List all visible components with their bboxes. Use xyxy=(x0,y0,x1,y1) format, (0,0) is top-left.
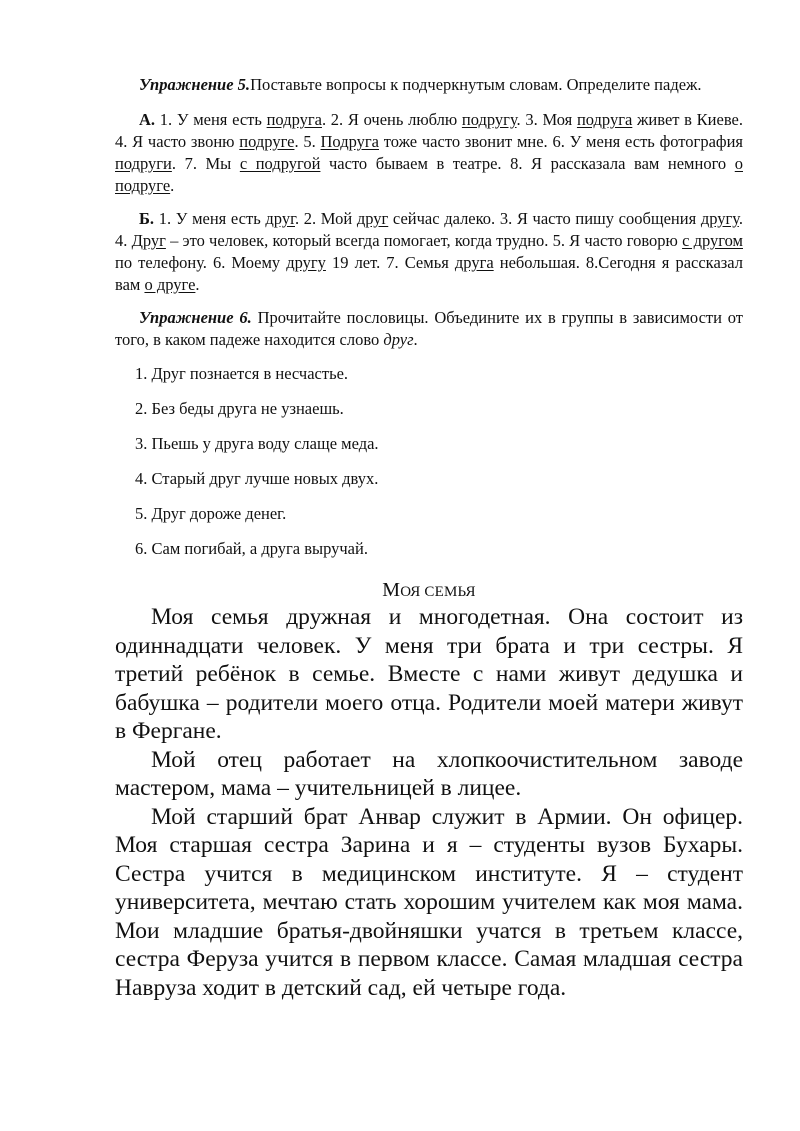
underlined-word: друга xyxy=(454,253,494,272)
underlined-word: другу xyxy=(700,209,739,228)
sentence-text: . 2. Я очень люблю xyxy=(321,110,462,129)
exercise-5-part-b xyxy=(115,208,743,296)
sentence-text: часто бываем в театре. 8. Я рассказала вам немного xyxy=(320,154,735,173)
sentence-text: . 2. Мой xyxy=(294,209,357,228)
sentence-text: 1. У меня есть xyxy=(154,209,266,228)
underlined-word: подруге xyxy=(239,132,295,151)
sentence-text: тоже часто звонит мне. 6. У меня есть фотография xyxy=(378,132,744,151)
exercise-6-text: Прочитайте пословицы. Объедините их в группы в зависимости от того, в каком падеже находится слово xyxy=(115,308,743,349)
sentence-text: . 4. xyxy=(115,209,743,250)
story-title: МОЯ СЕМЬЯ xyxy=(382,579,476,601)
exercise-6-instruction: Упражнение 6. Прочитайте пословицы. Объедините их в группы в зависимости от того, в каком падеже находится слово друг. xyxy=(115,308,743,349)
story-paragraph: Моя семья дружная и многодетная. Она состоит из одиннадцати человек. У меня три брата и три сестры. Я третий ребёнок в семье. Вместе с нами живут дедушка и бабушка – родители моего отца. Родители моей матери живут в Фергане. xyxy=(115,604,743,744)
underlined-word: друг xyxy=(356,209,389,228)
underlined-word: друг xyxy=(265,209,295,228)
proverb-item: 5. Друг дороже денег. xyxy=(135,504,287,523)
story-paragraph: Мой старший брат Анвар служит в Армии. Он офицер. Моя старшая сестра Зарина и я – студенты вузов Бухары. Сестра учится в медицинском институте. Я – студент университета, мечтаю стать хорошим учителем как моя мама. Мои младшие братья-двойняшки учатся в третьем классе, сестра Феруза учится в первом классе. Самая младшая сестра Навруза ходит в детский сад, ей четыре года. xyxy=(115,803,743,1001)
underlined-word: другу xyxy=(286,253,326,272)
underlined-word: Подруга xyxy=(320,132,379,151)
sentence-text: по телефону. 6. Моему xyxy=(115,253,287,272)
proverb-item: 2. Без беды друга не узнаешь. xyxy=(135,399,344,418)
exercise-5-text: Поставьте вопросы к подчеркнутым словам. Определите падеж. xyxy=(250,75,702,94)
part-a-label: А. xyxy=(139,110,156,129)
underlined-word: с подругой xyxy=(239,154,321,173)
sentence-text: . xyxy=(195,275,200,294)
exercise-6-keyword: друг xyxy=(383,330,414,349)
sentence-text: сейчас далеко. 3. Я часто пишу сообщения xyxy=(388,209,701,228)
sentence-text: . 7. Мы xyxy=(171,154,240,173)
sentence-text: 1. У меня есть xyxy=(155,110,267,129)
exercise-5-instruction xyxy=(115,74,743,96)
document-page xyxy=(115,74,743,1002)
sentence-text: небольшая. 8.Сегодня я рассказал вам xyxy=(115,253,743,294)
exercise-6-title: Упражнение 6. xyxy=(139,308,252,327)
exercise-5-title: Упражнение 5. xyxy=(139,75,251,94)
story-body xyxy=(115,603,743,1002)
proverb-item: 1. Друг познается в несчастье. xyxy=(135,364,349,383)
underlined-word: с другом xyxy=(682,231,743,250)
proverb-item: 4. Старый друг лучше новых двух. xyxy=(135,469,379,488)
sentence-text: . 3. Моя xyxy=(516,110,577,129)
underlined-word: подругу xyxy=(461,110,517,129)
sentence-text: живет в Киеве. 4. Я часто звоню xyxy=(115,110,743,151)
underlined-word: Друг xyxy=(131,231,166,250)
exercise-5-part-a xyxy=(115,109,743,197)
sentence-text: 19 лет. 7. Семья xyxy=(325,253,455,272)
proverb-list xyxy=(115,363,743,573)
underlined-word: о друге xyxy=(144,275,196,294)
underlined-word: о подруге xyxy=(115,154,743,195)
sentence-text: – это человек, который всегда помогает, когда трудно. 5. Я часто говорю xyxy=(165,231,683,250)
proverb-item: 3. Пьешь у друга воду слаще меда. xyxy=(135,434,379,453)
sentence-text: . xyxy=(170,176,175,195)
underlined-word: подруга xyxy=(576,110,633,129)
part-b-label: Б. xyxy=(139,209,155,228)
underlined-word: подруга xyxy=(266,110,322,129)
underlined-word: подруги xyxy=(115,154,172,173)
story-paragraph: Мой отец работает на хлопкоочистительном заводе мастером, мама – учительницей в лицее. xyxy=(115,746,743,801)
proverb-item: 6. Сам погибай, а друга выручай. xyxy=(135,539,368,558)
sentence-text: . 5. xyxy=(294,132,321,151)
